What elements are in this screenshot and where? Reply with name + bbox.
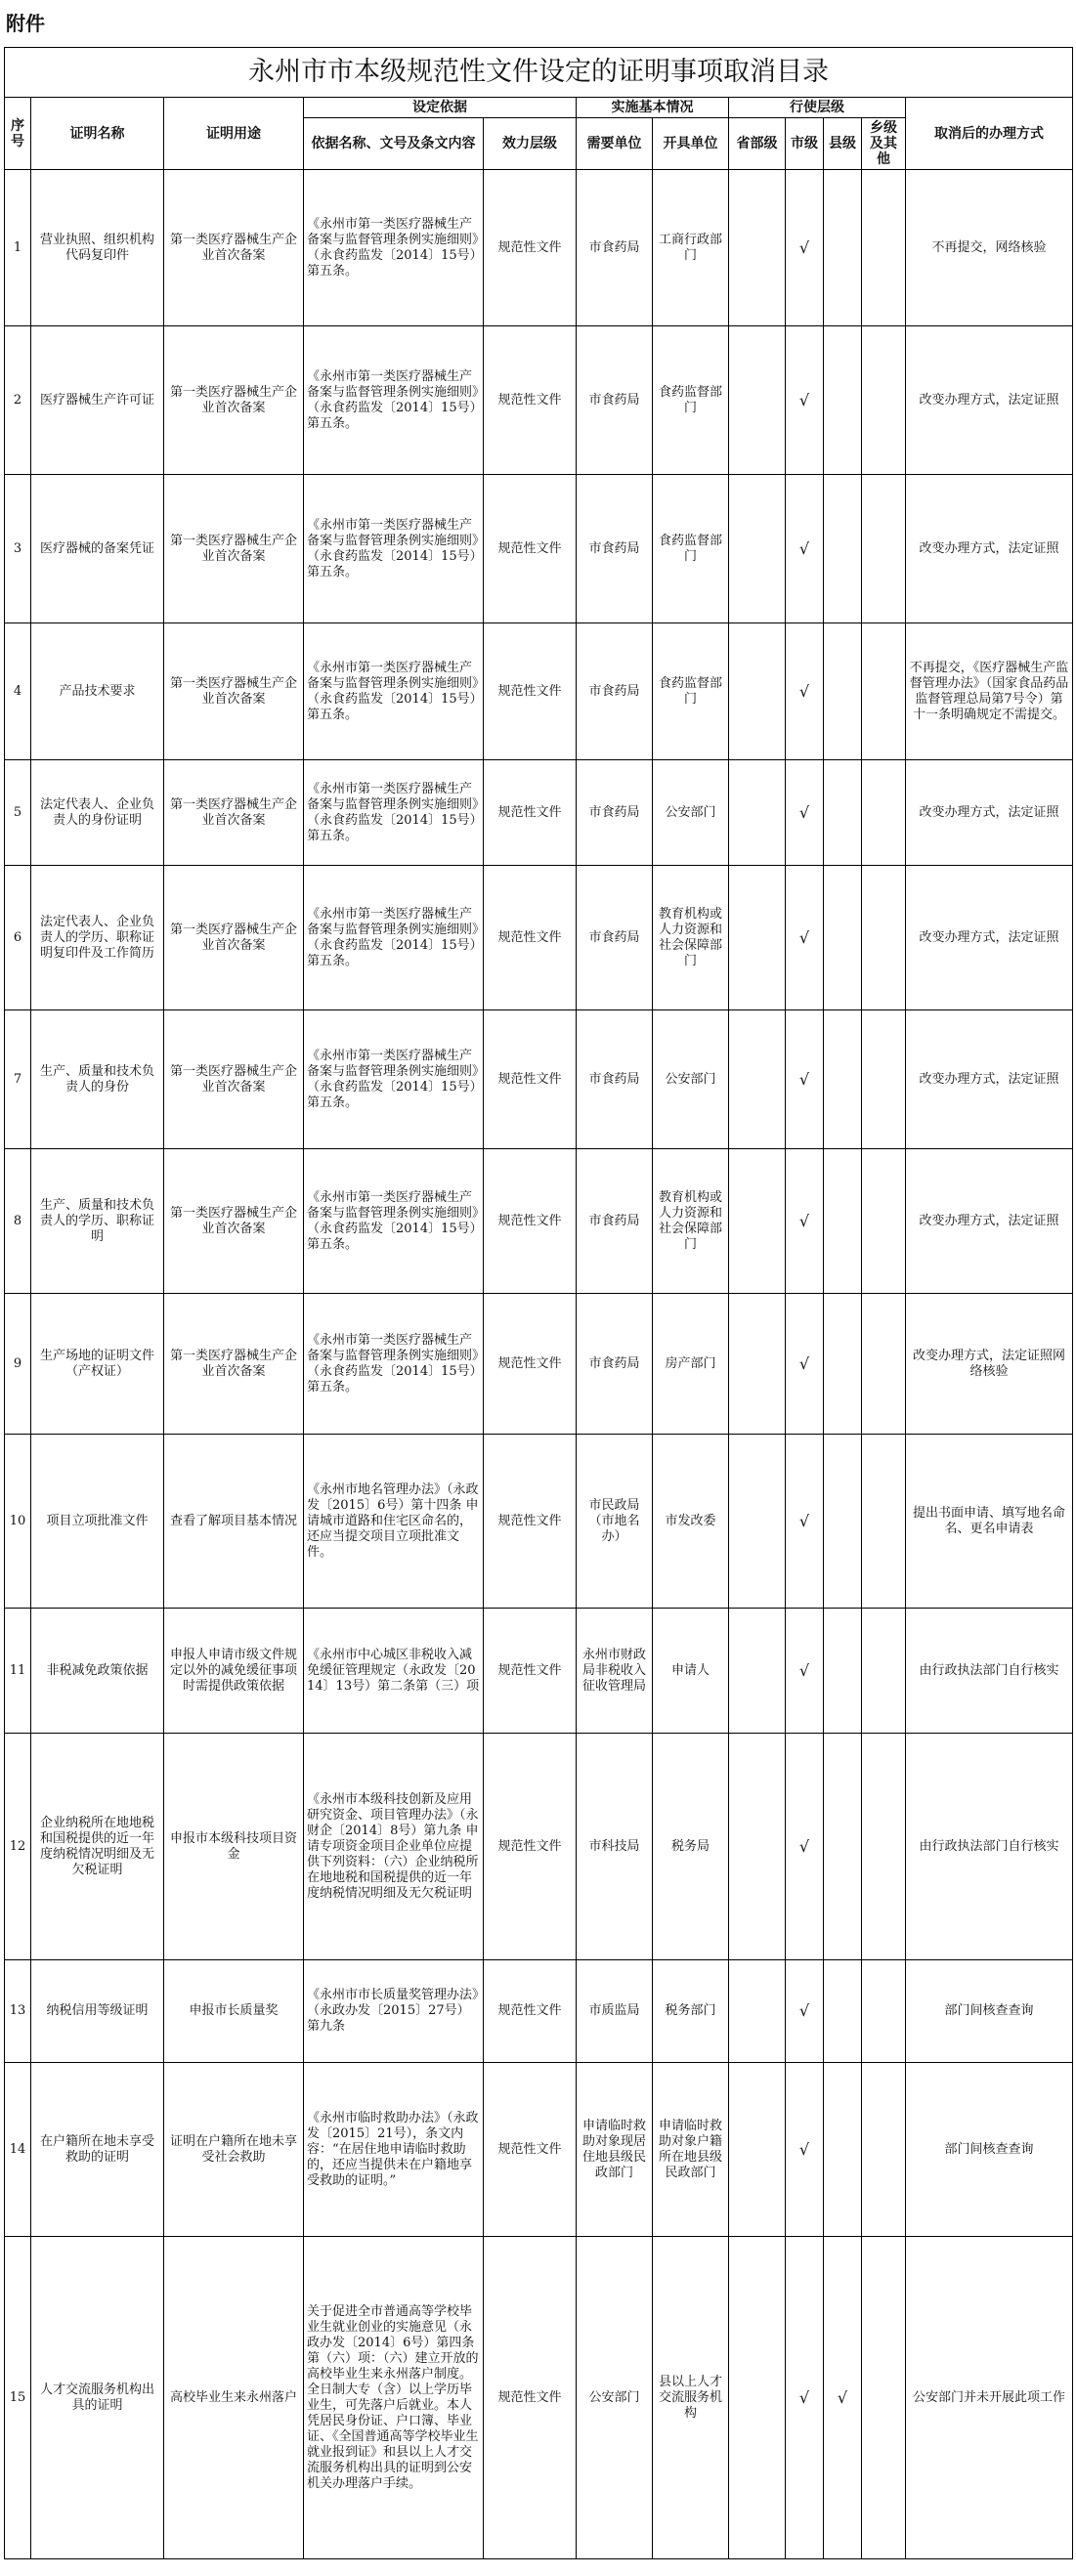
level-cell: 规范性文件	[484, 1960, 577, 2063]
basis-cell: 《永州市第一类医疗器械生产备案与监督管理条例实施细则》（永食药监发〔2014〕15号）第五条。	[304, 170, 484, 326]
name-cell: 生产、质量和技术负责人的身份	[31, 1010, 164, 1149]
name-cell: 法定代表人、企业负责人的学历、职称证明复印件及工作简历	[31, 866, 164, 1010]
issuer-cell: 教育机构或人力资源和社会保障部门	[653, 866, 729, 1010]
name-cell: 人才交流服务机构出具的证明	[31, 2237, 164, 2559]
main-unit-cell: 市食药局	[577, 623, 653, 760]
county-cell	[824, 1149, 862, 1294]
basis-cell: 《永州市第一类医疗器械生产备案与监督管理条例实施细则》（永食药监发〔2014〕15号）第五条。	[304, 326, 484, 475]
table-row	[5, 475, 1073, 623]
main-unit-cell: 公安部门	[577, 2237, 653, 2559]
table-row	[5, 1294, 1073, 1435]
level-cell: 规范性文件	[484, 760, 577, 866]
main-unit-cell: 市食药局	[577, 760, 653, 866]
main-unit-cell: 市食药局	[577, 326, 653, 475]
table-row	[5, 2063, 1073, 2237]
purpose-cell: 查看了解项目基本情况	[164, 1435, 304, 1609]
county-cell	[824, 475, 862, 623]
town-cell	[862, 170, 906, 326]
header-basis-group: 设定依据	[304, 98, 577, 118]
table-row	[5, 760, 1073, 866]
issuer-cell: 税务部门	[653, 1960, 729, 2063]
table-row	[5, 1734, 1073, 1960]
table-row	[5, 326, 1073, 475]
header-basis-doc: 依据名称、文号及条文内容	[304, 118, 484, 170]
header-city: 市级	[786, 118, 824, 170]
purpose-cell: 第一类医疗器械生产企业首次备案	[164, 1294, 304, 1435]
seq-cell: 6	[5, 866, 31, 1010]
county-cell	[824, 1435, 862, 1609]
issuer-cell: 公安部门	[653, 760, 729, 866]
issuer-cell: 食药监督部门	[653, 623, 729, 760]
county-cell	[824, 170, 862, 326]
after-cell: 改变办理方式，法定证照	[906, 475, 1073, 623]
basis-cell: 《永州市第一类医疗器械生产备案与监督管理条例实施细则》（永食药监发〔2014〕15号）第五条。	[304, 475, 484, 623]
city-cell: √	[786, 1010, 824, 1149]
after-cell: 提出书面申请、填写地名命名、更名申请表	[906, 1435, 1073, 1609]
city-cell: √	[786, 1435, 824, 1609]
header-town: 乡级及其他	[862, 118, 906, 170]
town-cell	[862, 1435, 906, 1609]
basis-cell: 《永州市临时救助办法》（永政发〔2015〕21号），条文内容：“在居住地申请临时救助的，还应当提供未在户籍地享受救助的证明。”	[304, 2063, 484, 2237]
town-cell	[862, 1010, 906, 1149]
level-cell: 规范性文件	[484, 1294, 577, 1435]
main-unit-cell: 市民政局（市地名办）	[577, 1435, 653, 1609]
province-cell	[729, 1960, 786, 2063]
basis-cell: 《永州市本级科技创新及应用研究资金、项目管理办法》（永财企〔2014〕8号）第九条 申请专项资金项目企业单位应提供下列资料：（六）企业纳税所在地地税和国税提供的近一年度纳税情况明细及无欠税证明	[304, 1734, 484, 1960]
header-impl-group: 实施基本情况	[577, 98, 729, 118]
header-name: 证明名称	[31, 98, 164, 170]
city-cell: √	[786, 760, 824, 866]
main-unit-cell: 永州市财政局非税收入征收管理局	[577, 1609, 653, 1734]
province-cell	[729, 1149, 786, 1294]
issuer-cell: 房产部门	[653, 1294, 729, 1435]
table-row	[5, 1010, 1073, 1149]
after-cell: 公安部门并未开展此项工作	[906, 2237, 1073, 2559]
table-row	[5, 1149, 1073, 1294]
city-cell: √	[786, 2237, 824, 2559]
province-cell	[729, 1734, 786, 1960]
city-cell: √	[786, 866, 824, 1010]
county-cell	[824, 623, 862, 760]
name-cell: 生产场地的证明文件（产权证）	[31, 1294, 164, 1435]
province-cell	[729, 866, 786, 1010]
level-cell: 规范性文件	[484, 170, 577, 326]
after-cell: 不再提交，《医疗器械生产监督管理办法》（国家食品药品监督管理总局第7号令）第十一条明确规定不需提交。	[906, 623, 1073, 760]
name-cell: 法定代表人、企业负责人的身份证明	[31, 760, 164, 866]
town-cell	[862, 1294, 906, 1435]
level-cell: 规范性文件	[484, 326, 577, 475]
header-level: 效力层级	[484, 118, 577, 170]
issuer-cell: 申请临时救助对象户籍所在地县级民政部门	[653, 2063, 729, 2237]
basis-cell: 《永州市第一类医疗器械生产备案与监督管理条例实施细则》（永食药监发〔2014〕15号）第五条。	[304, 760, 484, 866]
town-cell	[862, 475, 906, 623]
seq-cell: 7	[5, 1010, 31, 1149]
name-cell: 医疗器械生产许可证	[31, 326, 164, 475]
header-county: 县级	[824, 118, 862, 170]
table-body	[5, 170, 1073, 2559]
header-issuer: 开具单位	[653, 118, 729, 170]
issuer-cell: 公安部门	[653, 1010, 729, 1149]
town-cell	[862, 760, 906, 866]
table-row	[5, 1609, 1073, 1734]
issuer-cell: 税务局	[653, 1734, 729, 1960]
seq-cell: 13	[5, 1960, 31, 2063]
table-row	[5, 866, 1073, 1010]
level-cell: 规范性文件	[484, 1149, 577, 1294]
city-cell: √	[786, 475, 824, 623]
county-cell: √	[824, 2237, 862, 2559]
city-cell: √	[786, 1609, 824, 1734]
after-cell: 由行政执法部门自行核实	[906, 1609, 1073, 1734]
county-cell	[824, 1010, 862, 1149]
main-unit-cell: 市科技局	[577, 1734, 653, 1960]
main-unit-cell: 市食药局	[577, 1149, 653, 1294]
after-cell: 改变办理方式，法定证照	[906, 760, 1073, 866]
document-title: 永州市市本级规范性文件设定的证明事项取消目录	[5, 48, 1073, 98]
province-cell	[729, 760, 786, 866]
main-unit-cell: 市食药局	[577, 1294, 653, 1435]
purpose-cell: 证明在户籍所在地未享受社会救助	[164, 2063, 304, 2237]
city-cell: √	[786, 170, 824, 326]
city-cell: √	[786, 1960, 824, 2063]
county-cell	[824, 2063, 862, 2237]
seq-cell: 2	[5, 326, 31, 475]
name-cell: 营业执照、组织机构代码复印件	[31, 170, 164, 326]
city-cell: √	[786, 1294, 824, 1435]
county-cell	[824, 1294, 862, 1435]
level-cell: 规范性文件	[484, 1435, 577, 1609]
town-cell	[862, 1609, 906, 1734]
table-row	[5, 1435, 1073, 1609]
purpose-cell: 第一类医疗器械生产企业首次备案	[164, 866, 304, 1010]
province-cell	[729, 2237, 786, 2559]
header-province: 省部级	[729, 118, 786, 170]
issuer-cell: 教育机构或人力资源和社会保障部门	[653, 1149, 729, 1294]
county-cell	[824, 866, 862, 1010]
basis-cell: 《永州市第一类医疗器械生产备案与监督管理条例实施细则》（永食药监发〔2014〕15号）第五条。	[304, 1149, 484, 1294]
seq-cell: 8	[5, 1149, 31, 1294]
issuer-cell: 工商行政部门	[653, 170, 729, 326]
seq-cell: 14	[5, 2063, 31, 2237]
city-cell: √	[786, 623, 824, 760]
province-cell	[729, 2063, 786, 2237]
table-row	[5, 1960, 1073, 2063]
purpose-cell: 第一类医疗器械生产企业首次备案	[164, 170, 304, 326]
seq-cell: 11	[5, 1609, 31, 1734]
basis-cell: 《永州市第一类医疗器械生产备案与监督管理条例实施细则》（永食药监发〔2014〕15号）第五条。	[304, 1294, 484, 1435]
city-cell: √	[786, 326, 824, 475]
city-cell: √	[786, 1149, 824, 1294]
province-cell	[729, 170, 786, 326]
purpose-cell: 申报市本级科技项目资金	[164, 1734, 304, 1960]
purpose-cell: 第一类医疗器械生产企业首次备案	[164, 623, 304, 760]
town-cell	[862, 2063, 906, 2237]
after-cell: 不再提交，网络核验	[906, 170, 1073, 326]
basis-cell: 《永州市第一类医疗器械生产备案与监督管理条例实施细则》（永食药监发〔2014〕15号）第五条。	[304, 623, 484, 760]
county-cell	[824, 1960, 862, 2063]
level-cell: 规范性文件	[484, 1734, 577, 1960]
table-row	[5, 623, 1073, 760]
main-unit-cell: 市食药局	[577, 866, 653, 1010]
purpose-cell: 第一类医疗器械生产企业首次备案	[164, 475, 304, 623]
level-cell: 规范性文件	[484, 623, 577, 760]
purpose-cell: 高校毕业生来永州落户	[164, 2237, 304, 2559]
table-row	[5, 2237, 1073, 2559]
level-cell: 规范性文件	[484, 2237, 577, 2559]
purpose-cell: 第一类医疗器械生产企业首次备案	[164, 1149, 304, 1294]
town-cell	[862, 866, 906, 1010]
county-cell	[824, 326, 862, 475]
header-seq: 序号	[5, 98, 31, 170]
county-cell	[824, 760, 862, 866]
name-cell: 非税减免政策依据	[31, 1609, 164, 1734]
basis-cell: 《永州市地名管理办法》（永政发〔2015〕6号）第十四条 申请城市道路和住宅区命名的，还应当提交项目立项批准文件。	[304, 1435, 484, 1609]
name-cell: 医疗器械的备案凭证	[31, 475, 164, 623]
after-cell: 改变办理方式，法定证照网络核验	[906, 1294, 1073, 1435]
basis-cell: 《永州市中心城区非税收入减免缓征管理规定（永政发〔2014〕13号）第二条第（三）项	[304, 1609, 484, 1734]
name-cell: 产品技术要求	[31, 623, 164, 760]
town-cell	[862, 1960, 906, 2063]
name-cell: 项目立项批准文件	[31, 1435, 164, 1609]
province-cell	[729, 1435, 786, 1609]
basis-cell: 《永州市第一类医疗器械生产备案与监督管理条例实施细则》（永食药监发〔2014〕15号）第五条。	[304, 1010, 484, 1149]
main-unit-cell: 市食药局	[577, 170, 653, 326]
after-cell: 改变办理方式，法定证照	[906, 1149, 1073, 1294]
header-purpose: 证明用途	[164, 98, 304, 170]
purpose-cell: 第一类医疗器械生产企业首次备案	[164, 760, 304, 866]
city-cell: √	[786, 2063, 824, 2237]
province-cell	[729, 1010, 786, 1149]
name-cell: 在户籍所在地未享受救助的证明	[31, 2063, 164, 2237]
table-row	[5, 170, 1073, 326]
after-cell: 改变办理方式，法定证照	[906, 326, 1073, 475]
issuer-cell: 市发改委	[653, 1435, 729, 1609]
issuer-cell: 食药监督部门	[653, 475, 729, 623]
purpose-cell: 第一类医疗器械生产企业首次备案	[164, 1010, 304, 1149]
main-unit-cell: 市食药局	[577, 475, 653, 623]
seq-cell: 3	[5, 475, 31, 623]
attachment-label: 附件	[6, 12, 45, 35]
main-unit-cell: 申请临时救助对象现居住地县级民政部门	[577, 2063, 653, 2237]
town-cell	[862, 2237, 906, 2559]
main-unit-cell: 市质监局	[577, 1960, 653, 2063]
level-cell: 规范性文件	[484, 1609, 577, 1734]
province-cell	[729, 326, 786, 475]
town-cell	[862, 623, 906, 760]
province-cell	[729, 623, 786, 760]
basis-cell: 关于促进全市普通高等学校毕业生就业创业的实施意见（永政办发〔2014〕6号）第四条第（六）项：（六）建立开放的高校毕业生来永州落户制度。全日制大专（含）以上学历毕业生，可先落户后就业。本人凭居民身份证、户口簿、毕业证、《全国普通高等学校毕业生就业报到证》和县以上人才交流服务机构出具的证明到公安机关办理落户手续。	[304, 2237, 484, 2559]
town-cell	[862, 1734, 906, 1960]
province-cell	[729, 1294, 786, 1435]
seq-cell: 15	[5, 2237, 31, 2559]
issuer-cell: 县以上人才交流服务机构	[653, 2237, 729, 2559]
header-main-unit: 需要单位	[577, 118, 653, 170]
issuer-cell: 申请人	[653, 1609, 729, 1734]
after-cell: 改变办理方式，法定证照	[906, 866, 1073, 1010]
name-cell: 企业纳税所在地地税和国税提供的近一年度纳税情况明细及无欠税证明	[31, 1734, 164, 1960]
city-cell: √	[786, 1734, 824, 1960]
issuer-cell: 食药监督部门	[653, 326, 729, 475]
basis-cell: 《永州市市长质量奖管理办法》（永政办发〔2015〕27号）第九条	[304, 1960, 484, 2063]
town-cell	[862, 1149, 906, 1294]
county-cell	[824, 1734, 862, 1960]
province-cell	[729, 1609, 786, 1734]
catalog-table	[4, 47, 1073, 2559]
seq-cell: 1	[5, 170, 31, 326]
level-cell: 规范性文件	[484, 866, 577, 1010]
main-unit-cell: 市食药局	[577, 1010, 653, 1149]
province-cell	[729, 475, 786, 623]
purpose-cell: 第一类医疗器械生产企业首次备案	[164, 326, 304, 475]
name-cell: 纳税信用等级证明	[31, 1960, 164, 2063]
county-cell	[824, 1609, 862, 1734]
town-cell	[862, 326, 906, 475]
level-cell: 规范性文件	[484, 1010, 577, 1149]
header-after: 取消后的办理方式	[906, 98, 1073, 170]
after-cell: 部门间核查查询	[906, 2063, 1073, 2237]
header-admin-group: 行使层级	[729, 98, 906, 118]
after-cell: 改变办理方式，法定证照	[906, 1010, 1073, 1149]
purpose-cell: 申报市长质量奖	[164, 1960, 304, 2063]
name-cell: 生产、质量和技术负责人的学历、职称证明	[31, 1149, 164, 1294]
seq-cell: 5	[5, 760, 31, 866]
seq-cell: 4	[5, 623, 31, 760]
after-cell: 由行政执法部门自行核实	[906, 1734, 1073, 1960]
purpose-cell: 申报人申请市级文件规定以外的减免缓征事项时需提供政策依据	[164, 1609, 304, 1734]
seq-cell: 10	[5, 1435, 31, 1609]
seq-cell: 9	[5, 1294, 31, 1435]
level-cell: 规范性文件	[484, 475, 577, 623]
after-cell: 部门间核查查询	[906, 1960, 1073, 2063]
level-cell: 规范性文件	[484, 2063, 577, 2237]
seq-cell: 12	[5, 1734, 31, 1960]
basis-cell: 《永州市第一类医疗器械生产备案与监督管理条例实施细则》（永食药监发〔2014〕15号）第五条。	[304, 866, 484, 1010]
